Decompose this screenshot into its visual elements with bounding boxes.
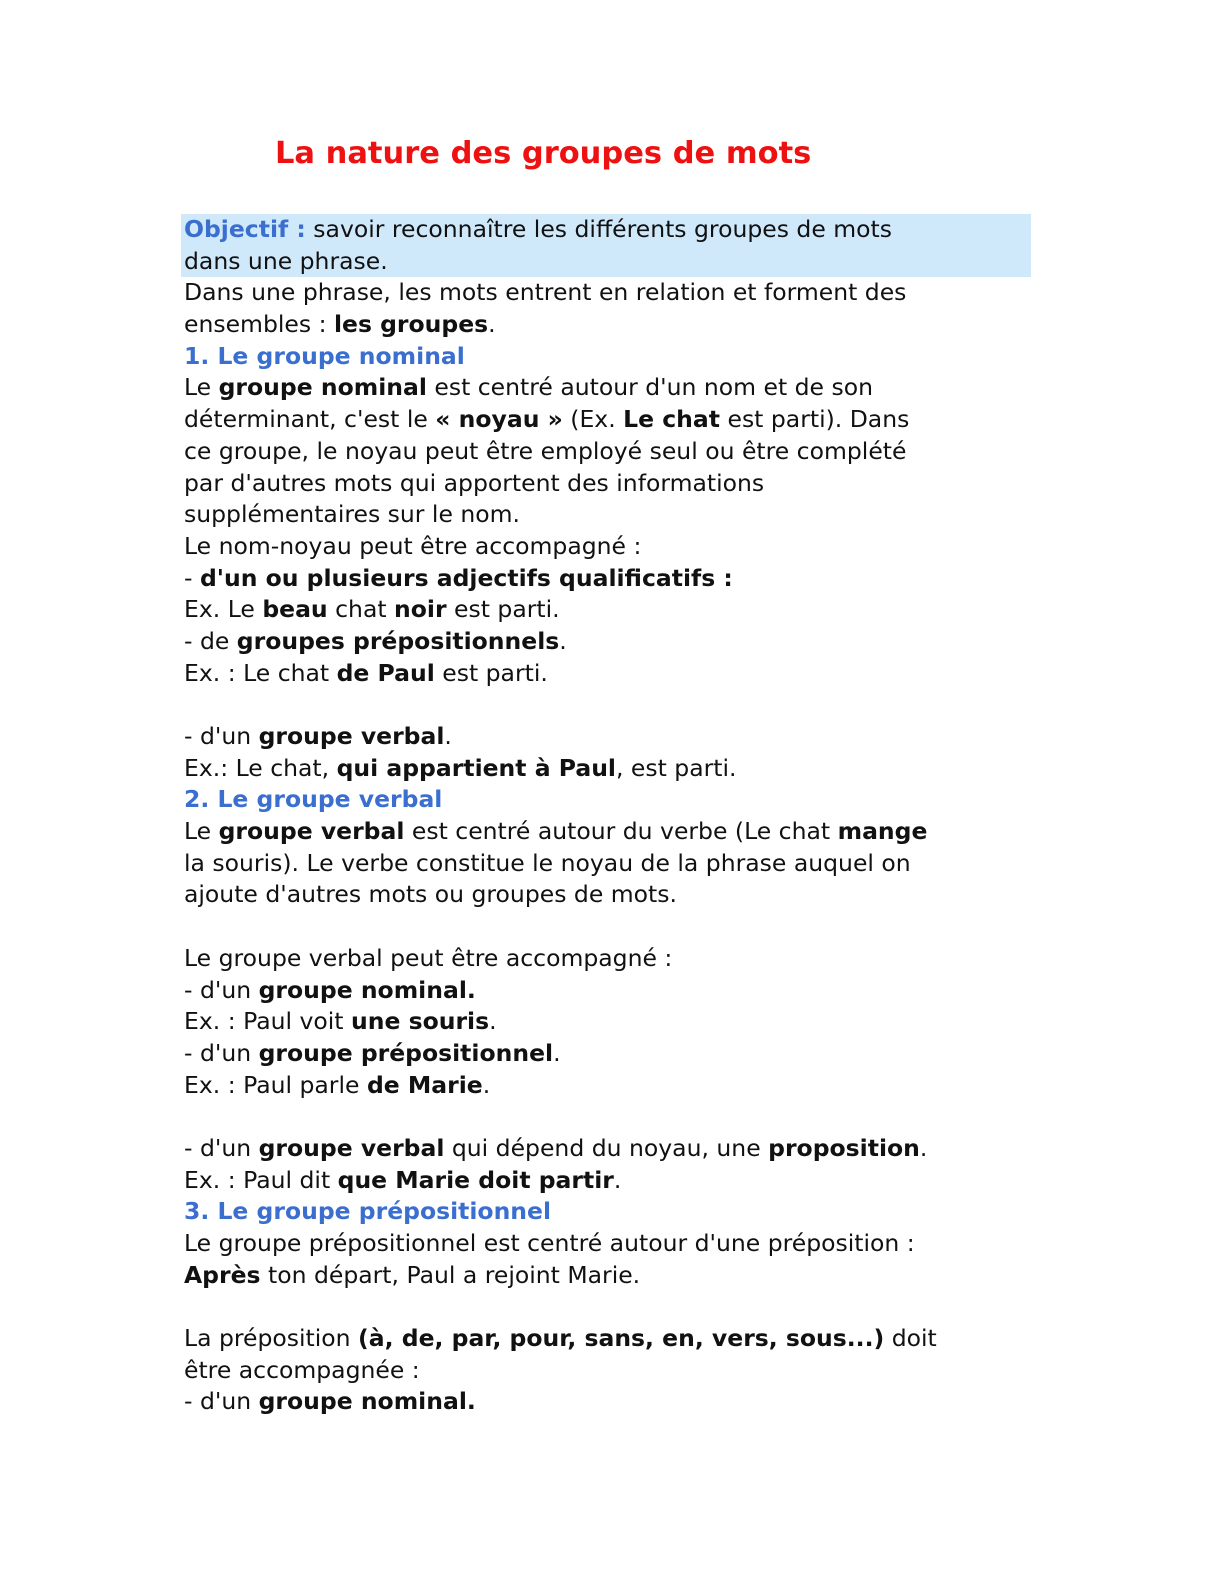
text-run: qui dépend du noyau, une [444,1133,769,1162]
page-title: La nature des groupes de mots [275,136,812,171]
s1-example-1 [184,594,1034,626]
bold-run: groupe verbal [258,722,445,750]
s3-line-4: être accompagnée : [184,1355,420,1384]
s2-item-3 [184,1133,1034,1165]
text-run: , est parti. [615,753,737,782]
objectif-box [181,214,1031,277]
bold-run: d'un ou plusieurs adjectifs qualificatifs : [199,563,733,592]
bold-run: beau [262,595,328,624]
s1-line-4: par d'autres mots qui apportent des informations [184,468,765,497]
s1-line-1 [184,372,1034,404]
text-run: ensembles : [184,310,334,339]
s1-example-2 [184,658,1034,690]
text-run: . [559,626,567,655]
blank-line [184,1101,1034,1133]
text-run: . [613,1165,622,1194]
s2-item-1 [184,975,1034,1007]
s2-line-4: Le groupe verbal peut être accompagné : [184,943,673,972]
bold-run: « noyau » [435,405,563,434]
blank-line [184,911,1034,943]
section-heading-1: 1. Le groupe nominal [184,341,465,370]
s3-line-3 [184,1323,1034,1355]
text-run: - d'un [184,722,259,750]
text-run: Le [184,817,219,846]
text-run: . [444,722,452,750]
text-run: - d'un [184,1038,259,1067]
text-run: Ex. : Paul voit [184,1007,351,1036]
bold-run: groupe verbal [258,1133,445,1162]
s2-example-3 [184,1165,1034,1197]
text-run: - d'un [184,1133,259,1162]
text-run: (Ex. [562,405,624,434]
text-run: . [919,1133,928,1162]
text-run: est parti. [446,595,560,624]
section-heading-3: 3. Le groupe prépositionnel [184,1197,552,1226]
bold-run: groupe nominal. [258,1387,476,1416]
text-run: . [488,310,496,339]
bold-run: qui appartient à Paul [336,753,616,782]
s2-example-1 [184,1006,1034,1038]
text-run: . [482,1070,491,1099]
s1-item-2 [184,626,1034,658]
text-run: Ex. : Paul parle [184,1070,367,1099]
text-run: est centré autour d'un nom et de son [426,373,874,402]
objectif-line-1 [184,214,1031,246]
text-run: doit [884,1324,937,1353]
bold-run: que Marie doit partir [337,1165,614,1194]
text-run: ton départ, Paul a rejoint Marie. [260,1260,641,1289]
text-run: Ex.: Le chat, [184,753,337,782]
blank-line [184,689,1034,721]
s2-line-3: ajoute d'autres mots ou groupes de mots. [184,880,677,909]
s3-line-2 [184,1260,1034,1292]
text-run: Le [184,373,219,402]
s1-item-1 [184,563,1034,595]
text-run: déterminant, c'est le [184,405,436,434]
s3-item-1 [184,1386,1034,1418]
bold-run: Après [184,1260,261,1289]
text-run: La préposition [184,1324,359,1353]
text-run: - d'un [184,975,259,1004]
bold-run: une souris [351,1007,490,1036]
bold-run: groupe prépositionnel [258,1038,554,1067]
document-body [184,214,1034,1418]
text-run: est centré autour du verbe (Le chat [404,817,838,846]
s1-example-3 [184,753,1034,785]
s2-line-1 [184,816,1034,848]
bold-run: (à, de, par, pour, sans, en, vers, sous...) [358,1324,885,1353]
text-run: est parti). Dans [720,405,910,434]
bold-run: Le chat [623,405,721,434]
bold-run: groupe verbal [218,817,405,846]
bold-run: les groupes [333,310,489,339]
bold-run: de Marie [366,1070,483,1099]
section-heading-2: 2. Le groupe verbal [184,785,443,814]
bold-run: noir [394,595,447,624]
objectif-text: savoir reconnaître les différents groupes de mots [305,215,893,243]
intro-line-1: Dans une phrase, les mots entrent en relation et forment des [184,278,907,307]
s2-item-2 [184,1038,1034,1070]
bold-run: proposition [768,1133,920,1162]
objectif-label: Objectif : [184,215,306,243]
text-run: - d'un [184,1387,259,1416]
s1-line-6: Le nom-noyau peut être accompagné : [184,531,642,560]
text-run: Ex. : Paul dit [184,1165,338,1194]
text-run: . [489,1007,497,1036]
text-run: est parti. [434,658,548,687]
bold-run: mange [837,817,928,846]
intro-line-2 [184,309,1034,341]
text-run: chat [327,595,395,624]
text-run: Ex. : Le chat [184,658,337,687]
s2-example-2 [184,1070,1034,1102]
bold-run: de Paul [336,658,435,687]
text-run: - de [184,626,237,655]
s2-line-2: la souris). Le verbe constitue le noyau de la phrase auquel on [184,848,911,877]
objectif-line-2: dans une phrase. [184,246,388,275]
s1-line-5: supplémentaires sur le nom. [184,500,521,529]
text-run: . [553,1038,561,1067]
s1-line-2 [184,404,1034,436]
bold-run: groupe nominal. [258,975,476,1004]
bold-run: groupe nominal [218,373,427,402]
s3-line-1: Le groupe prépositionnel est centré autour d'une préposition : [184,1229,915,1257]
text-run: Ex. Le [184,595,263,624]
s1-line-3: ce groupe, le noyau peut être employé seul ou être complété [184,436,907,465]
text-run: - [184,563,200,592]
s1-item-3 [184,721,1034,753]
bold-run: groupes prépositionnels [236,626,560,655]
blank-line [184,1291,1034,1323]
